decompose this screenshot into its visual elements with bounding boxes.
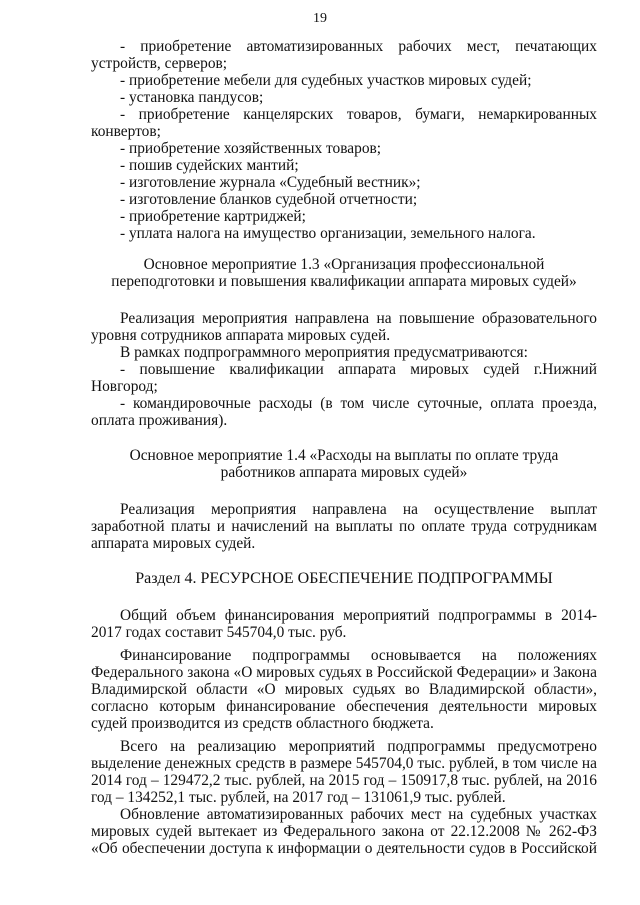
paragraph-1-4: Реализация мероприятия направлена на осуществление выплат заработной платы и начислений на выплаты по оплате труда сотрудникам аппарата мировых судей. [91, 501, 597, 552]
paragraph-funding-by-year: Всего на реализацию мероприятий подпрограммы предусмотрено выделение денежных средств в размере 545704,0 тыс. рублей, в том числе на 2014 год – 129472,2 тыс. рублей, на 2015 год – 150917,8 тыс. рублей, на 2016 год – 134252,1 тыс. рублей, на 2017 год – 131061,9 тыс. рублей. [91, 738, 597, 806]
paragraph-total-funding: Общий объем финансирования мероприятий подпрограммы в 2014-2017 годах составит 545704,0 тыс. руб. [91, 607, 597, 641]
section-4-title: Раздел 4. РЕСУРСНОЕ ОБЕСПЕЧЕНИЕ ПОДПРОГРАММЫ [135, 570, 553, 587]
paragraph-1-3-goal: Реализация мероприятия направлена на повышение образовательного уровня сотрудников аппарата мировых судей. [91, 310, 597, 344]
list-item: - установка пандусов; [120, 89, 264, 106]
list-item: - изготовление журнала «Судебный вестник»; [120, 174, 421, 191]
paragraph-funding-basis: Финансирование подпрограммы основывается на положениях Федерального закона «О мировых судьях в Российской Федерации» и Закона Владимирской области «О мировых судьях во Владимирской области», согласно которым финансирование обеспечения деятельности мировых судей производится из средств областного бюджета. [91, 647, 597, 732]
list-item: - командировочные расходы (в том числе суточные, оплата проезда, оплата проживания). [91, 395, 597, 429]
heading-measure-1-4: Основное мероприятие 1.4 «Расходы на выплаты по оплате труда работников аппарата мировых судей» [129, 447, 559, 481]
page-number: 19 [313, 11, 327, 26]
list-item: - приобретение автоматизированных рабочих мест, печатающих устройств, серверов; [91, 38, 597, 72]
list-item: - приобретение хозяйственных товаров; [120, 140, 382, 157]
purchase-list [91, 38, 597, 242]
page-body [91, 38, 597, 857]
list-item: - пошив судейских мантий; [120, 157, 299, 174]
list-item: - повышение квалификации аппарата мировых судей г.Нижний Новгород; [91, 361, 597, 395]
training-list [91, 361, 597, 429]
list-item: - приобретение мебели для судебных участков мировых судей; [120, 72, 532, 89]
heading-measure-1-3: Основное мероприятие 1.3 «Организация профессиональной переподготовки и повышения квалификации аппарата мировых судей» [111, 256, 577, 290]
list-item: - приобретение канцелярских товаров, бумаги, немаркированных конвертов; [91, 106, 597, 140]
paragraph-workstations: Обновление автоматизированных рабочих мест на судебных участках мировых судей вытекает из Федерального закона от 22.12.2008 № 262-ФЗ «Об обеспечении доступа к информации о деятельности судов в Российской [91, 806, 597, 857]
list-item: - изготовление бланков судебной отчетности; [120, 191, 418, 208]
paragraph-1-3-intro: В рамках подпрограммного мероприятия предусматриваются: [120, 344, 528, 361]
list-item: - уплата налога на имущество организации, земельного налога. [120, 225, 536, 242]
list-item: - приобретение картриджей; [120, 208, 306, 225]
